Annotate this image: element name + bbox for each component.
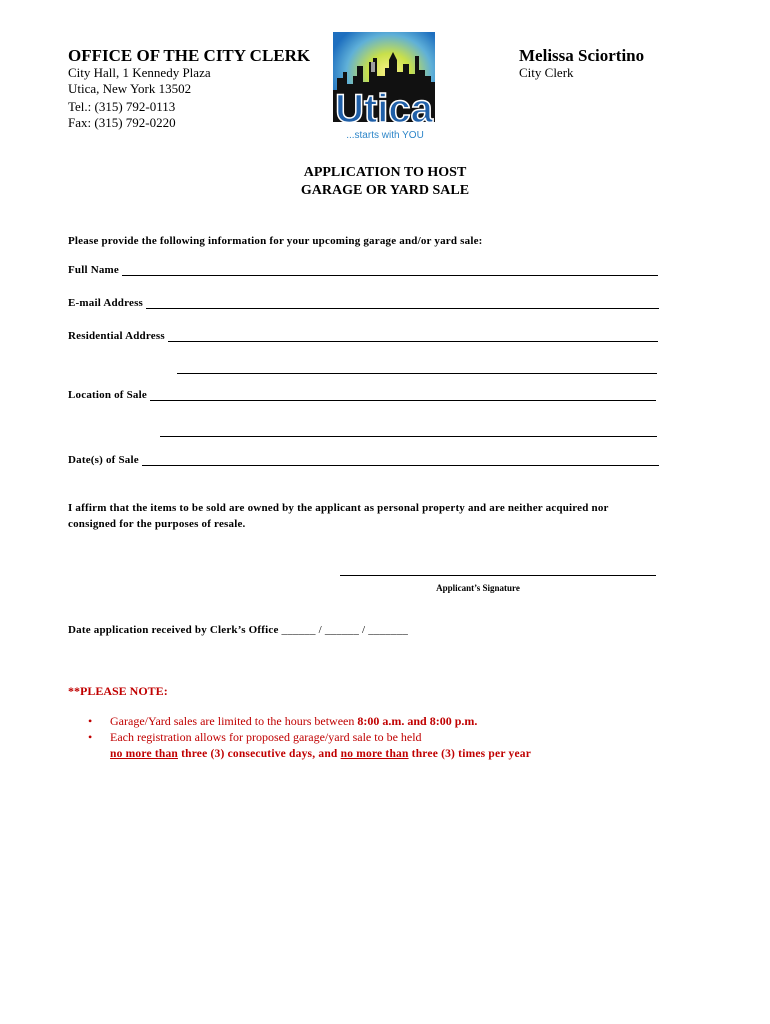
utica-logo-graphic [333,32,435,140]
note-item-registration-line-1: Each registration allows for proposed garage/yard sale to be held [110,730,422,744]
email-label: E-mail Address [68,297,144,309]
email-field[interactable] [146,297,659,309]
clerk-name: Melissa Sciortino [519,46,645,65]
fax: Fax: (315) 792-0220 [68,115,176,130]
residential-address-label: Residential Address [68,330,165,342]
consecutive-days-text: three (3) consecutive days, and [178,748,341,760]
full-name-row [68,264,658,276]
location-field-line-2[interactable] [160,425,657,437]
office-title: OFFICE OF THE CITY CLERK [68,46,311,65]
form-title-line-2: GARAGE OR YARD SALE [300,183,470,198]
dates-field[interactable] [142,454,659,466]
signature-field[interactable] [340,564,656,576]
date-received-blanks[interactable]: ______ / ______ / _______ [281,624,409,636]
note-item-hours-text: Garage/Yard sales are limited to the hours between [110,714,358,728]
no-more-than-1: no more than [110,748,178,760]
bullet-icon: • [88,714,93,728]
bullet-icon: • [88,730,93,744]
note-item-registration-line-2 [110,746,531,762]
note-heading: **PLEASE NOTE: [68,684,168,698]
no-more-than-2: no more than [340,748,409,760]
address-line-2: Utica, New York 13502 [68,81,192,96]
full-name-field[interactable] [122,264,658,276]
dates-row [68,454,659,466]
residential-address-field-line-2[interactable] [177,362,657,374]
form-intro: Please provide the following information for your upcoming garage and/or yard sale: [68,235,483,247]
form-title-line-1: APPLICATION TO HOST [303,165,467,180]
affirmation-line-2: consigned for the purposes of resale. [68,518,246,530]
date-received-row [68,624,408,636]
location-label: Location of Sale [68,389,147,401]
clerk-title: City Clerk [519,65,574,80]
note-item-hours [88,713,477,729]
times-per-year-text: three (3) times per year [408,748,531,760]
location-field[interactable] [150,389,656,401]
note-item-hours-bold: 8:00 a.m. and 8:00 p.m. [357,714,478,728]
date-received-label: Date application received by Clerk’s Office [68,624,279,636]
logo-wordmark: Utica [335,87,433,131]
address-line-1: City Hall, 1 Kennedy Plaza [68,65,211,80]
logo-tagline: ...starts with YOU [346,130,424,140]
residential-address-field[interactable] [168,330,658,342]
location-row [68,389,656,401]
affirmation-line-1: I affirm that the items to be sold are owned by the applicant as personal property and are neither acquired nor [68,502,609,514]
full-name-label: Full Name [68,264,119,276]
residential-address-row [68,330,658,342]
telephone: Tel.: (315) 792-0113 [68,99,176,114]
note-item-registration [88,729,422,745]
email-row [68,297,659,309]
utica-logo [333,32,435,140]
signature-label: Applicant’s Signature [436,583,520,593]
dates-label: Date(s) of Sale [68,454,139,466]
